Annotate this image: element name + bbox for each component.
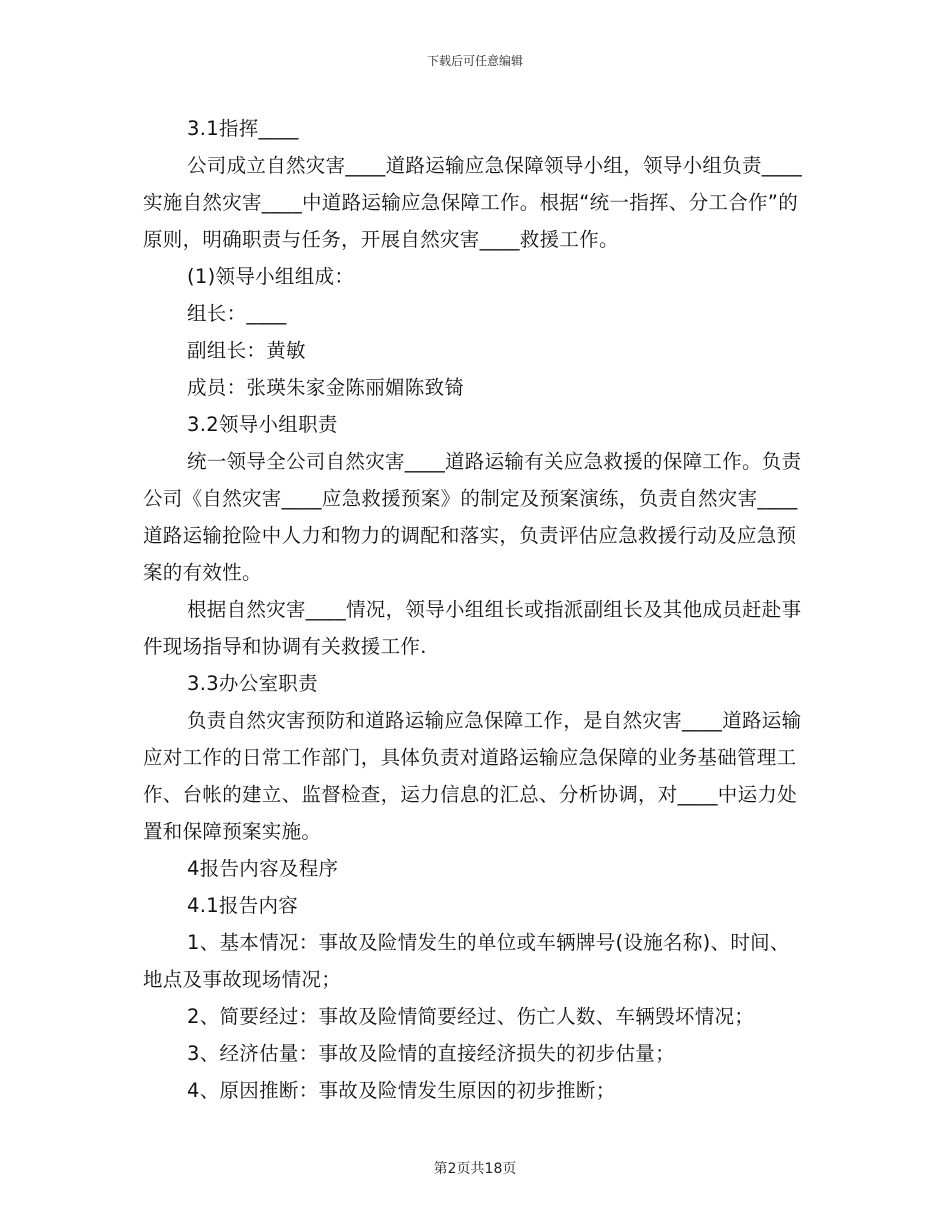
paragraph: 根据自然灾害____情况，领导小组组长或指派副组长及其他成员赶赴事件现场指导和协调有关救援工作.	[143, 598, 802, 658]
list-item: 4、原因推断：事故及险情发生原因的初步推断；	[187, 1079, 616, 1102]
heading-3-1: 3.1指挥____	[187, 117, 299, 140]
paragraph: 负责自然灾害预防和道路运输应急保障工作，是自然灾害____道路运输应对工作的日常工作部门，具体负责对道路运输应急保障的业务基础管理工作、台帐的建立、监督检查，运力信息的汇总、分析协调，对____中运力处置和保障预案实施。	[143, 709, 802, 843]
members: 成员：张瑛朱家金陈丽媚陈致锜	[187, 376, 465, 399]
list-item: 1、基本情况：事故及险情发生的单位或车辆牌号(设施名称)、时间、地点及事故现场情况；	[143, 931, 790, 991]
page-header: 下载后可任意编辑	[426, 54, 523, 68]
paragraph: 公司成立自然灾害____道路运输应急保障领导小组，领导小组负责____实施自然灾害____中道路运输应急保障工作。根据“统一指挥、分工合作”的原则，明确职责与任务，开展自然灾害____救援工作。	[143, 154, 802, 251]
list-item: 2、简要经过：事故及险情简要经过、伤亡人数、车辆毁坏情况；	[187, 1005, 755, 1028]
heading-3-2: 3.2领导小组职责	[187, 413, 338, 436]
list-item: 3、经济估量：事故及险情的直接经济损失的初步估量；	[187, 1042, 675, 1065]
heading-4-1: 4.1报告内容	[187, 894, 299, 917]
team-leader: 组长：____	[187, 302, 287, 325]
heading-4: 4报告内容及程序	[187, 857, 339, 880]
deputy-leader: 副组长：黄敏	[187, 339, 306, 362]
heading-3-3: 3.3办公室职责	[187, 672, 318, 695]
document-body	[143, 110, 803, 1109]
page-footer: 第2页共18页	[433, 1161, 517, 1177]
list-heading: (1)领导小组组成：	[187, 265, 355, 288]
paragraph: 统一领导全公司自然灾害____道路运输有关应急救援的保障工作。负责公司《自然灾害____应急救援预案》的制定及预案演练，负责自然灾害____道路运输抢险中人力和物力的调配和落实，负责评估应急救援行动及应急预案的有效性。	[143, 450, 802, 584]
